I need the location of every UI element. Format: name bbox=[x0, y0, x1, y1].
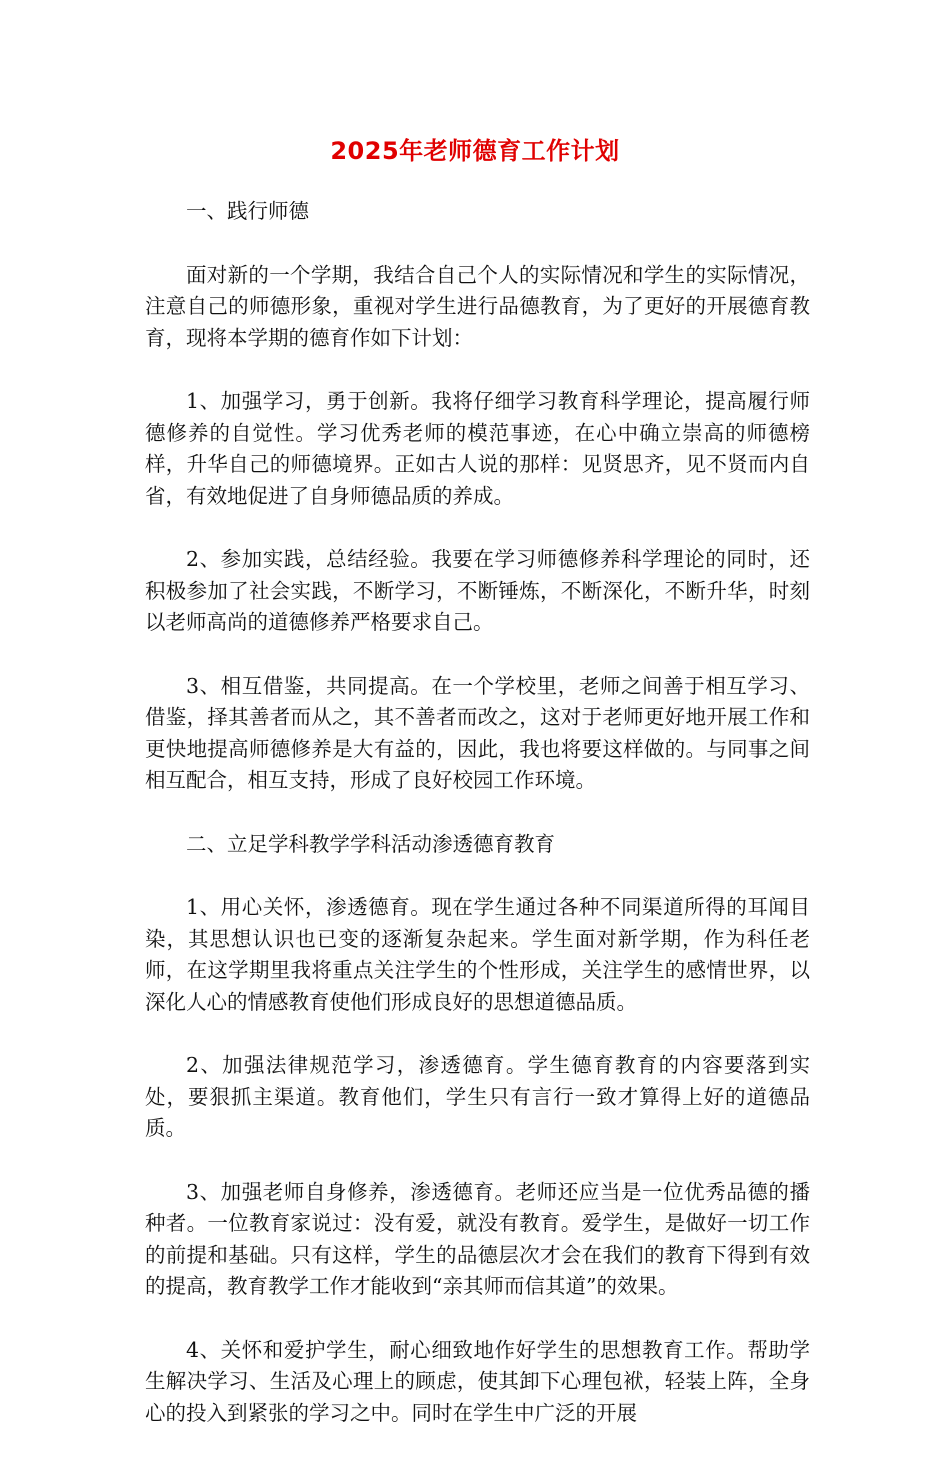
paragraph-1-2: 2、参加实践，总结经验。我要在学习师德修养科学理论的同时，还积极参加了社会实践，不断学习，不断锤炼，不断深化，不断升华，时刻以老师高尚的道德修养严格要求自己。 bbox=[145, 547, 810, 634]
paragraph-intro: 面对新的一个学期，我结合自己个人的实际情况和学生的实际情况，注意自己的师德形象，重视对学生进行品德教育，为了更好的开展德育教育，现将本学期的德育作如下计划： bbox=[145, 262, 810, 350]
paragraph-1-3: 3、相互借鉴，共同提高。在一个学校里，老师之间善于相互学习、借鉴，择其善者而从之，其不善者而改之，这对于老师更好地开展工作和更快地提高师德修养是大有益的，因此，我也将要这样做的。与同事之间相互配合，相互支持，形成了良好校园工作环境。 bbox=[145, 673, 810, 792]
paragraph-2-3: 3、加强老师自身修养，渗透德育。老师还应当是一位优秀品德的播种者。一位教育家说过：没有爱，就没有教育。爱学生，是做好一切工作的前提和基础。只有这样，学生的品德层次才会在我们的教育下得到有效的提高，教育教学工作才能收到“亲其师而信其道”的效果。 bbox=[145, 1179, 810, 1298]
paragraph-2-2: 2、加强法律规范学习，渗透德育。学生德育教育的内容要落到实处，要狠抓主渠道。教育他们，学生只有言行一致才算得上好的道德品质。 bbox=[145, 1053, 810, 1140]
document-title: 2025年老师德育工作计划 bbox=[330, 137, 620, 165]
paragraph-1-1: 1、加强学习，勇于创新。我将仔细学习教育科学理论，提高履行师德修养的自觉性。学习优秀老师的模范事迹，在心中确立崇高的师德榜样，升华自己的师德境界。正如古人说的那样：见贤思齐，见不贤而内自省，有效地促进了自身师德品质的养成。 bbox=[145, 389, 810, 508]
paragraph-2-1: 1、用心关怀，渗透德育。现在学生通过各种不同渠道所得的耳闻目染，其思想认识也已变的逐渐复杂起来。学生面对新学期，作为科任老师，在这学期里我将重点关注学生的个性形成，关注学生的感情世界，以深化人心的情感教育使他们形成良好的思想道德品质。 bbox=[145, 895, 810, 1014]
section-heading-2: 二、立足学科教学学科活动渗透德育教育 bbox=[186, 831, 555, 856]
document-body bbox=[145, 196, 810, 1461]
section-heading-1: 一、践行师德 bbox=[186, 199, 309, 223]
paragraph-2-4: 4、关怀和爱护学生，耐心细致地作好学生的思想教育工作。帮助学生解决学习、生活及心理上的顾虑，使其卸下心理包袱，轻装上阵，全身心的投入到紧张的学习之中。同时在学生中广泛的开展 bbox=[145, 1337, 810, 1425]
